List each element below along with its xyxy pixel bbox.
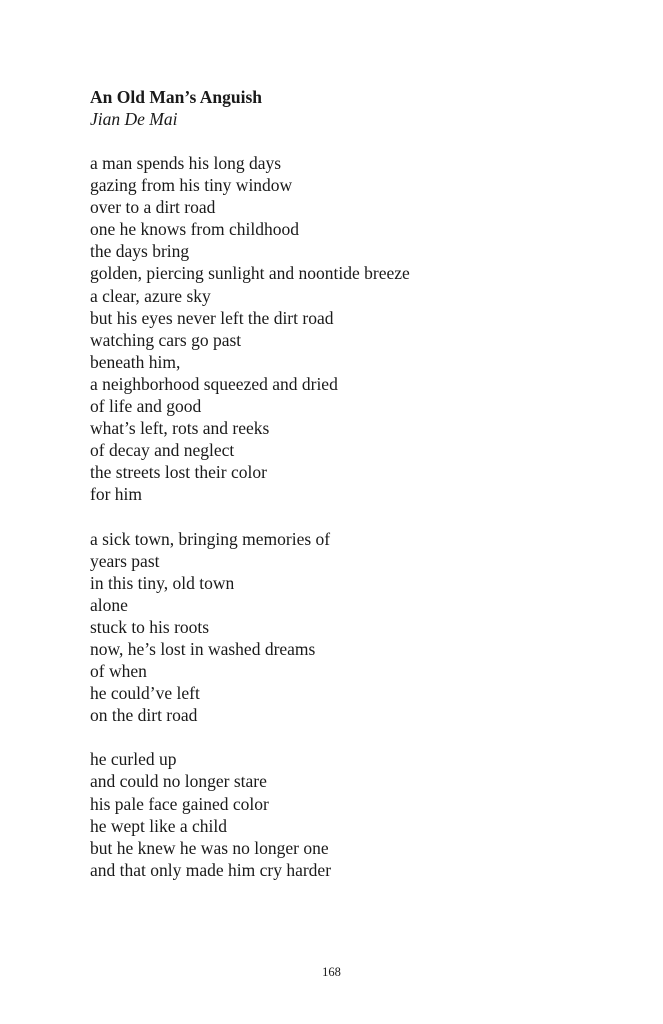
stanza: [90, 528, 610, 727]
poem-title: An Old Man’s Anguish: [90, 87, 262, 107]
poem-line: of when: [90, 661, 147, 682]
poem-line: one he knows from childhood: [90, 219, 299, 240]
poem-line: but his eyes never left the dirt road: [90, 307, 334, 328]
poem-line: and could no longer stare: [90, 771, 267, 792]
poem-line: a neighborhood squeezed and dried: [90, 373, 338, 394]
poem-line: stuck to his roots: [90, 616, 210, 637]
poem-line: he curled up: [90, 749, 177, 770]
poem-body: [90, 152, 610, 881]
poem-line: in this tiny, old town: [90, 572, 235, 593]
stanza: [90, 748, 610, 881]
poem-line: but he knew he was no longer one: [90, 837, 329, 858]
poem-line: alone: [90, 594, 128, 615]
poem-line: over to a dirt road: [90, 197, 216, 218]
poem-line: golden, piercing sunlight and noontide breeze: [90, 263, 410, 284]
poem-line: what’s left, rots and reeks: [90, 418, 270, 439]
poem-line: gazing from his tiny window: [90, 175, 293, 196]
poem-line: beneath him,: [90, 351, 181, 372]
poem-line: watching cars go past: [90, 329, 242, 350]
poem-line: now, he’s lost in washed dreams: [90, 638, 316, 659]
poem-line: of decay and neglect: [90, 440, 235, 461]
poem-line: years past: [90, 550, 160, 571]
poem-line: of life and good: [90, 396, 202, 417]
poem-line: a sick town, bringing memories of: [90, 528, 331, 549]
poem-line: and that only made him cry harder: [90, 859, 332, 880]
poem-line: on the dirt road: [90, 705, 198, 726]
page-number: 168: [322, 965, 341, 979]
stanza: [90, 152, 610, 506]
poem-line: he wept like a child: [90, 815, 228, 836]
poem-line: the days bring: [90, 241, 190, 262]
poem: [90, 86, 610, 903]
poem-line: a man spends his long days: [90, 153, 282, 173]
poem-line: the streets lost their color: [90, 462, 267, 483]
poem-line: for him: [90, 484, 143, 505]
poem-line: a clear, azure sky: [90, 285, 211, 306]
poem-line: he could’ve left: [90, 683, 200, 704]
poem-line: his pale face gained color: [90, 793, 269, 814]
poem-author: Jian De Mai: [90, 109, 178, 129]
